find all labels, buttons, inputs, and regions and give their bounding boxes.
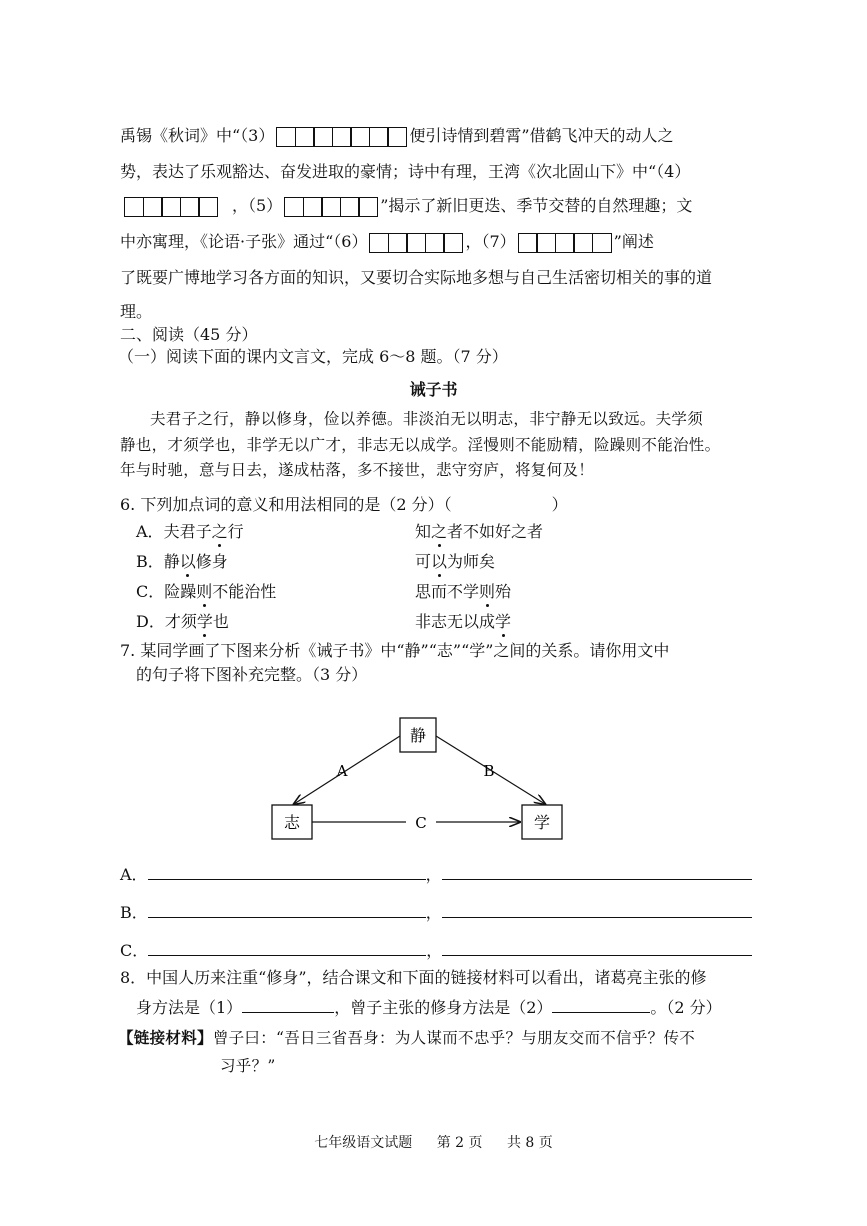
text: ”揭示了新旧更迭、季节交替的自然理趣；文 [380,196,693,215]
text: ） [551,495,568,514]
node-jing: 静 [409,726,427,745]
node-xue: 学 [533,813,551,832]
link-material-2: 习乎？” [220,1057,276,1075]
page-footer [0,1132,867,1152]
answer-blank-1[interactable] [242,1011,334,1013]
footer-total: 共 8 页 [506,1135,553,1151]
label-c: C [415,814,427,832]
q8-stem-1: 8．中国人历来注重“修身”，结合课文和下面的链接材料可以看出，诸葛亮主张的修 [120,968,707,987]
passage-title: 诫子书 [409,380,458,399]
text: ”阐述 [613,232,654,251]
node-zhi: 志 [283,813,301,832]
q6-option-a-left[interactable]: A．夫君子之行 [136,519,244,542]
passage-line-3: 年与时驰，意与日去，遂成枯落，多不接世，悲守穷庐，将复何及！ [120,461,595,479]
text: 势，表达了乐观豁达、奋发进取的豪情；诗中有理，王湾《次北固山下》中“（4） [120,162,691,181]
q6-option-b-right: 可以为师矣 [415,549,495,572]
link-material [118,1026,748,1050]
text: ，（5） [232,196,283,215]
label-a: A [336,762,348,780]
answer-line-a[interactable]: A． ， [120,862,752,885]
link-label: 【链接材料】 [118,1028,213,1047]
q6-option-d-left[interactable]: D．才须学也 [136,609,229,632]
q6-option-b-left[interactable]: B．静以修身 [136,549,228,572]
q7-stem-2: 的句子将下图补充完整。（3 分） [136,665,368,684]
section-title: 二、阅读（45 分） [120,325,258,344]
q6-option-c-left[interactable]: C．险躁则不能治性 [136,579,276,602]
text: 6. 下列加点词的意义和用法相同的是（2 分）（ [120,495,452,514]
q7-stem-1: 7. 某同学画了下图来分析《诫子书》中“静”“志”“学”之间的关系。请你用文中 [120,641,670,660]
answer-line-b[interactable]: B． ， [120,900,752,923]
text: 曾子曰：“吾日三省吾身：为人谋而不忠乎？与朋友交而不信乎？传不 [212,1029,696,1047]
q6-option-a-right: 知之者不如好之者 [415,519,543,542]
passage-line-1: 夫君子之行，静以修身，俭以养德。非淡泊无以明志，非宁静无以致远。夫学须 [150,410,704,428]
text: 便引诗情到碧霄”借鹤飞冲天的动人之 [409,126,674,145]
answer-blank-2[interactable] [552,1011,650,1013]
poem-line-6: 理。 [120,302,153,321]
text: ，（7） [465,232,516,251]
text: 禹锡《秋词》中“（3） [120,126,275,145]
answer-line-c[interactable]: C． ， [120,938,752,961]
label-b: B [483,762,495,780]
poem-line-5: 了既要广博地学习各方面的知识，又要切合实际地多想与自己生活密切相关的事的道 [120,268,713,287]
footer-title: 七年级语文试题 [314,1135,413,1151]
q6-option-d-right: 非志无以成学 [415,609,511,632]
passage-line-2: 静也，才须学也，非学无以广才，非志无以成学。淫慢则不能励精，险躁则不能治性。 [120,436,721,454]
q6-option-c-right: 思而不学则殆 [415,579,511,602]
q8-stem-2: 身方法是（1） ，曾子主张的修身方法是（2） 。（2 分） [136,998,722,1017]
footer-page: 第 2 页 [436,1135,483,1151]
section-subtitle: （一）阅读下面的课内文言文，完成 6～8 题。（7 分） [118,347,508,366]
text: 中亦寓理，《论语·子张》通过“（6） [120,232,368,251]
